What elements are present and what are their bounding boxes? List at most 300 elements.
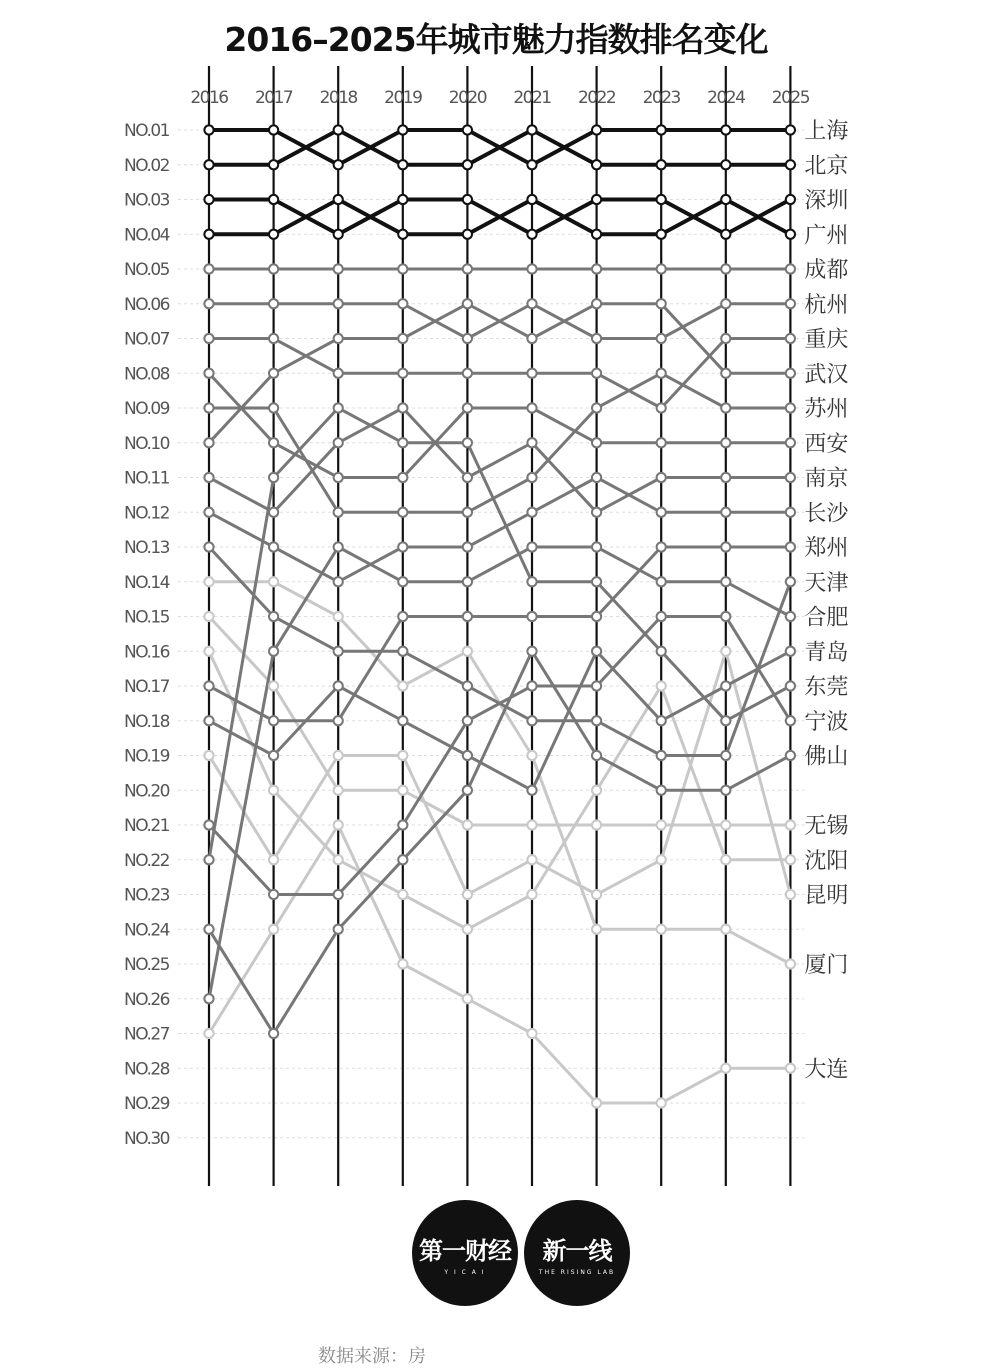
data-point — [527, 681, 536, 690]
data-point — [398, 577, 407, 586]
rank-tick-label: NO.29 — [124, 1094, 169, 1114]
data-point — [398, 612, 407, 621]
data-point — [721, 403, 730, 412]
data-point — [463, 994, 472, 1003]
data-point — [786, 1064, 795, 1073]
data-point — [463, 716, 472, 725]
rank-tick-label: NO.23 — [124, 885, 169, 906]
data-point — [786, 438, 795, 447]
data-point — [463, 925, 472, 934]
year-tick-label: 2018 — [319, 88, 357, 108]
data-point — [398, 855, 407, 864]
data-point — [204, 994, 213, 1003]
data-point — [269, 786, 278, 795]
year-tick-label: 2023 — [642, 88, 680, 108]
rank-tick-label: NO.03 — [124, 190, 169, 211]
data-point — [721, 508, 730, 517]
rank-tick-label: NO.13 — [124, 538, 169, 558]
line-layer — [209, 130, 790, 1103]
data-point — [204, 403, 213, 412]
data-point — [786, 647, 795, 656]
data-point — [269, 1029, 278, 1038]
series-line — [209, 200, 790, 235]
data-point — [527, 577, 536, 586]
data-point — [527, 855, 536, 864]
series-end-label: 重庆 — [804, 327, 849, 353]
data-point — [592, 264, 601, 273]
source-note: 数据来源：房 — [318, 1346, 426, 1367]
data-point — [204, 230, 213, 239]
series-line — [209, 825, 790, 1103]
data-point — [269, 403, 278, 412]
data-point — [334, 369, 343, 378]
data-point — [463, 299, 472, 308]
data-point — [204, 925, 213, 934]
rank-tick-label: NO.14 — [124, 572, 169, 593]
data-point — [463, 751, 472, 760]
data-point — [463, 786, 472, 795]
data-point — [398, 820, 407, 829]
series-end-label: 沈阳 — [804, 848, 849, 874]
data-point — [463, 820, 472, 829]
series-end-label: 苏州 — [804, 397, 849, 422]
series-end-label: 合肥 — [804, 605, 849, 631]
rank-tick-label: NO.27 — [124, 1024, 169, 1045]
data-point — [334, 334, 343, 343]
rank-tick-label: NO.24 — [124, 920, 169, 941]
data-point — [334, 612, 343, 621]
data-point — [527, 195, 536, 204]
data-point — [721, 1064, 730, 1073]
data-point — [204, 508, 213, 517]
series-end-label: 北京 — [804, 153, 849, 179]
data-point — [592, 160, 601, 169]
data-point — [398, 125, 407, 134]
rank-tick-label: NO.12 — [124, 503, 169, 524]
data-point — [204, 369, 213, 378]
data-point — [527, 612, 536, 621]
data-point — [657, 230, 666, 239]
rank-tick-label: NO.26 — [124, 989, 169, 1010]
data-point — [398, 403, 407, 412]
data-point — [592, 647, 601, 656]
series-end-label: 大连 — [804, 1057, 849, 1083]
data-point — [204, 334, 213, 343]
data-point — [786, 473, 795, 482]
data-point — [592, 716, 601, 725]
data-point — [657, 195, 666, 204]
data-point — [657, 647, 666, 656]
data-point — [334, 925, 343, 934]
data-point — [527, 647, 536, 656]
yicai-logo-subtext: Y I C A I — [444, 1268, 486, 1276]
series-end-label: 青岛 — [804, 640, 849, 666]
series-end-label: 东莞 — [804, 675, 849, 700]
data-point — [657, 438, 666, 447]
series-line — [209, 130, 790, 165]
data-point — [204, 751, 213, 760]
rank-tick-label: NO.28 — [124, 1059, 169, 1080]
data-point — [786, 125, 795, 134]
data-point — [398, 647, 407, 656]
data-point — [721, 855, 730, 864]
data-point — [527, 403, 536, 412]
year-tick-label: 2021 — [513, 88, 551, 108]
data-point — [398, 160, 407, 169]
series-end-label: 深圳 — [804, 188, 849, 214]
data-point — [527, 890, 536, 899]
data-point — [398, 716, 407, 725]
data-point — [334, 438, 343, 447]
data-point — [527, 1029, 536, 1038]
series-end-label: 武汉 — [804, 362, 849, 388]
data-point — [657, 334, 666, 343]
data-point — [398, 681, 407, 690]
rank-tick-label: NO.08 — [124, 364, 169, 385]
data-point — [334, 681, 343, 690]
data-point — [334, 195, 343, 204]
data-point — [269, 508, 278, 517]
data-point — [334, 508, 343, 517]
data-point — [269, 647, 278, 656]
data-point — [204, 612, 213, 621]
data-point — [527, 438, 536, 447]
data-point — [786, 542, 795, 551]
data-point — [334, 473, 343, 482]
rank-tick-label: NO.09 — [124, 399, 169, 419]
rank-tick-label: NO.05 — [124, 260, 169, 280]
data-point — [527, 160, 536, 169]
data-point — [269, 612, 278, 621]
data-point — [657, 508, 666, 517]
data-point — [269, 542, 278, 551]
rank-tick-label: NO.06 — [124, 294, 169, 315]
rank-tick-label: NO.10 — [124, 433, 169, 454]
data-point — [463, 890, 472, 899]
series-line — [209, 373, 790, 477]
data-point — [334, 403, 343, 412]
rank-tick-label: NO.30 — [124, 1128, 169, 1149]
data-point — [463, 508, 472, 517]
data-point — [786, 160, 795, 169]
data-point — [721, 925, 730, 934]
data-point — [334, 577, 343, 586]
data-point — [786, 403, 795, 412]
series-end-label: 天津 — [804, 570, 849, 596]
data-point — [269, 473, 278, 482]
data-point — [657, 1098, 666, 1107]
data-point — [463, 681, 472, 690]
data-point — [269, 855, 278, 864]
data-point — [721, 160, 730, 169]
data-point — [204, 681, 213, 690]
data-point — [527, 508, 536, 517]
data-point — [269, 264, 278, 273]
data-point — [592, 577, 601, 586]
data-point — [527, 751, 536, 760]
data-point — [592, 542, 601, 551]
data-point — [721, 820, 730, 829]
data-point — [204, 125, 213, 134]
data-point — [204, 542, 213, 551]
data-point — [204, 855, 213, 864]
data-point — [398, 195, 407, 204]
data-point — [592, 786, 601, 795]
data-point — [398, 959, 407, 968]
data-point — [204, 438, 213, 447]
rank-tick-label: NO.04 — [124, 225, 169, 246]
data-point — [657, 855, 666, 864]
data-point — [463, 195, 472, 204]
data-point — [334, 125, 343, 134]
data-point — [592, 299, 601, 308]
year-tick-label: 2025 — [771, 88, 810, 108]
data-point — [527, 334, 536, 343]
data-point — [721, 542, 730, 551]
data-point — [334, 264, 343, 273]
data-point — [204, 716, 213, 725]
data-point — [592, 751, 601, 760]
data-point — [527, 786, 536, 795]
data-point — [269, 230, 278, 239]
data-point — [786, 612, 795, 621]
data-point — [592, 508, 601, 517]
data-point — [204, 1029, 213, 1038]
data-point — [527, 369, 536, 378]
data-point — [786, 195, 795, 204]
data-point — [592, 369, 601, 378]
rank-tick-label: NO.02 — [124, 155, 169, 176]
data-point — [786, 369, 795, 378]
series-end-label: 杭州 — [804, 292, 849, 318]
data-point — [398, 264, 407, 273]
series-end-label: 长沙 — [804, 501, 849, 527]
data-point — [657, 716, 666, 725]
data-point — [334, 890, 343, 899]
data-point — [204, 820, 213, 829]
data-point — [657, 403, 666, 412]
rank-tick-label: NO.22 — [124, 850, 169, 871]
rank-tick-label: NO.11 — [124, 468, 169, 489]
data-point — [334, 786, 343, 795]
data-point — [463, 403, 472, 412]
data-point — [657, 925, 666, 934]
rank-tick-label: NO.21 — [124, 816, 169, 836]
data-point — [721, 473, 730, 482]
data-point — [334, 716, 343, 725]
rank-tick-label: NO.19 — [124, 746, 169, 767]
series-line — [209, 651, 790, 1033]
series-end-label: 西安 — [804, 431, 849, 457]
data-point — [657, 751, 666, 760]
data-point — [204, 299, 213, 308]
series-end-label: 无锡 — [804, 814, 849, 839]
rank-tick-label: NO.17 — [124, 677, 169, 697]
data-point — [721, 125, 730, 134]
data-point — [463, 612, 472, 621]
data-point — [657, 820, 666, 829]
data-point — [527, 230, 536, 239]
series-line — [209, 408, 790, 512]
data-point — [398, 473, 407, 482]
data-point — [786, 716, 795, 725]
data-point — [204, 473, 213, 482]
data-point — [592, 890, 601, 899]
data-point — [721, 369, 730, 378]
rank-tick-label: NO.15 — [124, 607, 169, 628]
chart-title: 2016–2025年城市魅力指数排名变化 — [224, 20, 768, 59]
data-point — [334, 160, 343, 169]
data-point — [269, 438, 278, 447]
data-point — [463, 264, 472, 273]
data-point — [657, 160, 666, 169]
data-point — [786, 577, 795, 586]
data-point — [592, 473, 601, 482]
data-point — [721, 612, 730, 621]
data-point — [463, 334, 472, 343]
data-point — [269, 890, 278, 899]
series-end-label: 昆明 — [804, 883, 849, 909]
data-point — [398, 369, 407, 378]
data-point — [592, 681, 601, 690]
series-end-label: 郑州 — [804, 536, 849, 561]
rank-tick-label: NO.01 — [124, 121, 169, 141]
data-point — [204, 195, 213, 204]
rank-tick-label: NO.07 — [124, 329, 169, 350]
data-point — [463, 230, 472, 239]
data-point — [657, 125, 666, 134]
year-tick-label: 2019 — [384, 88, 422, 108]
rank-tick-label: NO.16 — [124, 642, 169, 663]
data-point — [334, 820, 343, 829]
series-line — [209, 408, 790, 860]
data-point — [657, 577, 666, 586]
data-point — [786, 959, 795, 968]
data-point — [721, 195, 730, 204]
data-point — [657, 473, 666, 482]
data-point — [527, 542, 536, 551]
data-point — [592, 925, 601, 934]
data-point — [721, 577, 730, 586]
data-point — [463, 577, 472, 586]
data-point — [721, 438, 730, 447]
data-point — [527, 299, 536, 308]
rank-tick-label: NO.20 — [124, 781, 169, 802]
data-point — [657, 786, 666, 795]
data-point — [334, 855, 343, 864]
data-point — [204, 577, 213, 586]
data-point — [592, 125, 601, 134]
data-point — [592, 334, 601, 343]
data-point — [657, 299, 666, 308]
data-point — [463, 369, 472, 378]
year-tick-label: 2020 — [448, 88, 487, 108]
data-point — [527, 125, 536, 134]
data-point — [786, 855, 795, 864]
data-point — [786, 508, 795, 517]
series-line — [209, 478, 790, 582]
series-end-label: 南京 — [804, 466, 849, 492]
data-point — [657, 612, 666, 621]
data-point — [592, 438, 601, 447]
newline-logo-subtext: THE RISING LAB — [538, 1268, 616, 1276]
data-point — [786, 681, 795, 690]
data-point — [269, 334, 278, 343]
data-point — [721, 751, 730, 760]
series-end-label: 佛山 — [804, 744, 849, 770]
year-tick-label: 2017 — [254, 88, 293, 108]
data-point — [786, 751, 795, 760]
data-point — [786, 264, 795, 273]
data-point — [269, 925, 278, 934]
data-point — [527, 820, 536, 829]
data-point — [334, 751, 343, 760]
data-point — [269, 160, 278, 169]
data-point — [592, 230, 601, 239]
data-point — [398, 508, 407, 517]
rank-tick-label: NO.25 — [124, 955, 169, 975]
data-point — [721, 647, 730, 656]
data-point — [786, 230, 795, 239]
series-end-label: 成都 — [804, 258, 849, 283]
data-point — [786, 334, 795, 343]
data-point — [463, 438, 472, 447]
data-point — [334, 230, 343, 239]
data-point — [463, 160, 472, 169]
data-point — [786, 890, 795, 899]
data-point — [592, 195, 601, 204]
data-point — [463, 473, 472, 482]
data-point — [269, 681, 278, 690]
data-point — [269, 195, 278, 204]
data-point — [398, 230, 407, 239]
data-point — [721, 299, 730, 308]
data-point — [527, 473, 536, 482]
newline-logo-text: 新一线 — [542, 1236, 612, 1265]
data-point — [204, 264, 213, 273]
data-point — [398, 542, 407, 551]
series-end-label: 厦门 — [804, 953, 849, 978]
data-point — [721, 264, 730, 273]
data-point — [527, 264, 536, 273]
newline-logo — [524, 1200, 630, 1306]
year-tick-label: 2022 — [577, 88, 616, 108]
data-point — [269, 751, 278, 760]
data-point — [721, 681, 730, 690]
data-point — [592, 403, 601, 412]
yicai-logo — [412, 1200, 518, 1306]
data-point — [463, 647, 472, 656]
data-point — [269, 125, 278, 134]
data-point — [527, 716, 536, 725]
data-point — [269, 577, 278, 586]
data-point — [269, 299, 278, 308]
data-point — [204, 647, 213, 656]
year-tick-label: 2024 — [707, 88, 745, 108]
data-point — [398, 751, 407, 760]
series-end-label: 上海 — [804, 119, 849, 144]
data-point — [463, 542, 472, 551]
data-point — [398, 334, 407, 343]
data-point — [721, 786, 730, 795]
data-point — [657, 542, 666, 551]
data-point — [786, 820, 795, 829]
label-layer — [804, 119, 849, 1082]
data-point — [657, 681, 666, 690]
data-point — [269, 369, 278, 378]
data-point — [657, 369, 666, 378]
data-point — [592, 1098, 601, 1107]
